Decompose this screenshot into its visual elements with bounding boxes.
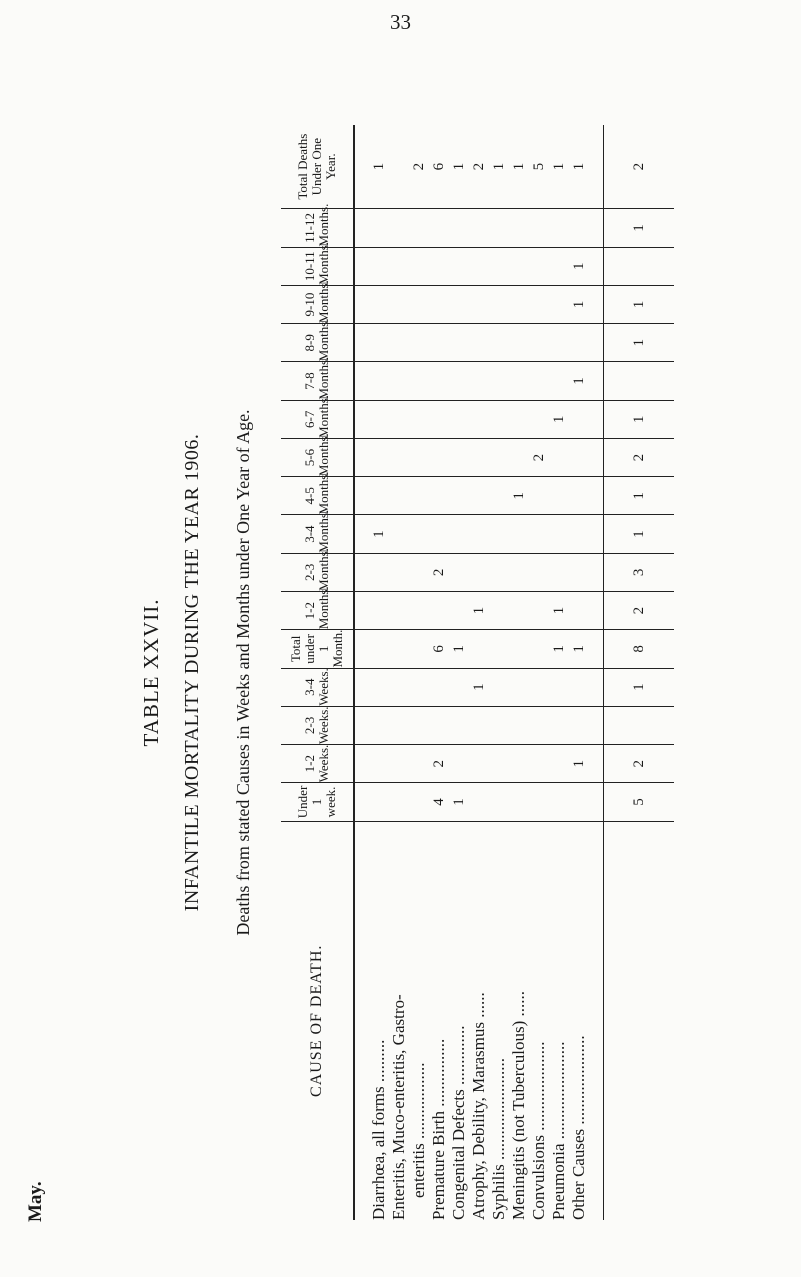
value-column [354, 247, 604, 285]
table-cell: 2 [411, 162, 427, 171]
table-cell [369, 477, 389, 514]
table-cell [449, 669, 469, 706]
table-cell [549, 209, 569, 246]
table-cell [509, 209, 529, 246]
table-cell: 2 [531, 453, 547, 462]
table-cell: 1 [371, 162, 387, 171]
table-cell [429, 209, 449, 246]
table-cell [429, 669, 449, 706]
table-cell [369, 401, 389, 438]
table-cell [369, 630, 389, 667]
table-cell [389, 515, 409, 552]
table-cell [569, 592, 589, 629]
table-cell [449, 248, 469, 285]
table-cell [469, 209, 489, 246]
table-cell [409, 477, 429, 514]
value-column [354, 553, 604, 591]
table-cell [449, 554, 469, 591]
table-cell [529, 669, 549, 706]
table-cell [569, 477, 589, 514]
value-column [354, 745, 604, 783]
cause-list [354, 821, 604, 1220]
table-cell [389, 286, 409, 323]
table-cell [509, 324, 529, 361]
value-column [354, 209, 604, 247]
table-cell [389, 401, 409, 438]
table-cell: 1 [571, 645, 587, 653]
table-cell [429, 592, 449, 629]
table-cell [409, 592, 429, 629]
table-cell [409, 362, 429, 399]
column-header: 11-12 Months. [281, 209, 354, 247]
header-row [281, 125, 354, 1220]
table-cell [369, 669, 389, 706]
total-cell [604, 706, 675, 744]
table-cell [489, 401, 509, 438]
rotated-table-block [133, 125, 673, 1220]
table-cell [489, 209, 509, 246]
table-cell [509, 592, 529, 629]
column-header: 2-3 Weeks. [281, 706, 354, 744]
table-cell [389, 554, 409, 591]
table-cell [369, 209, 389, 246]
table-cell [389, 439, 409, 476]
total-cell: 8 [604, 630, 675, 668]
table-cell [449, 362, 469, 399]
table-cell [409, 630, 429, 667]
table-cell: 1 [571, 300, 587, 309]
table-cell [429, 477, 449, 514]
table-cell [489, 592, 509, 629]
value-column [354, 706, 604, 744]
table-cell [409, 248, 429, 285]
total-cell: 1 [604, 477, 675, 515]
table-cell: 1 [491, 162, 507, 171]
table-cell [569, 783, 589, 820]
table-cell [369, 554, 389, 591]
column-header: 1-2 Weeks. [281, 745, 354, 783]
table-cell [549, 439, 569, 476]
table-cell [529, 745, 549, 782]
table-cell [449, 286, 469, 323]
cause-label: Convulsions ..................... [529, 1041, 548, 1220]
table-cell [469, 745, 489, 782]
table-cell [489, 248, 509, 285]
table-cell [389, 745, 409, 782]
cause-label: Enteritis, Muco-enteritis, Gastro- [389, 994, 408, 1220]
table-cell [389, 707, 409, 744]
table-cell [509, 248, 529, 285]
table-cell [369, 439, 389, 476]
table-cell [389, 592, 409, 629]
cause-label: Meningitis (not Tuberculous) ...... [509, 990, 528, 1220]
total-cell: 5 [604, 783, 675, 821]
table-cell [529, 248, 549, 285]
table-cell [549, 248, 569, 285]
table-cell [469, 362, 489, 399]
table-cell [529, 707, 549, 744]
table-cell [529, 515, 549, 552]
table-cell [489, 362, 509, 399]
column-header: Total under 1 Month. [281, 630, 354, 668]
table-cell [529, 362, 549, 399]
table-cell [449, 324, 469, 361]
table-cell: 1 [571, 162, 587, 171]
table-cell [569, 324, 589, 361]
table-cell [549, 783, 569, 820]
table-cell [409, 324, 429, 361]
table-cell [429, 324, 449, 361]
table-cell [449, 745, 469, 782]
table-cell [369, 324, 389, 361]
table-cell [549, 745, 569, 782]
table-cell [529, 630, 549, 667]
table-cell [509, 707, 529, 744]
table-cell [549, 362, 569, 399]
total-cell [604, 362, 675, 400]
table-cell [469, 477, 489, 514]
table-cell [429, 515, 449, 552]
page-number: 33 [390, 10, 411, 34]
table-cell: 1 [371, 530, 387, 538]
column-header: 3-4 Months. [281, 515, 354, 553]
table-cell [429, 439, 449, 476]
table-cell [409, 286, 429, 323]
table-cell [509, 401, 529, 438]
table-cell [429, 362, 449, 399]
table-cell [489, 745, 509, 782]
table-cell [469, 630, 489, 667]
table-cell [569, 209, 589, 246]
table-cell [509, 362, 529, 399]
table-cell [509, 554, 529, 591]
value-column [354, 125, 604, 209]
cause-label: Congenital Defects .............. [449, 1025, 468, 1220]
table-cell [369, 783, 389, 820]
table-cell [509, 669, 529, 706]
table-cell [489, 286, 509, 323]
column-header: 9-10 Months. [281, 285, 354, 323]
table-cell [389, 248, 409, 285]
table-cell [409, 554, 429, 591]
total-cell: 3 [604, 553, 675, 591]
table-cell: 2 [431, 568, 447, 577]
table-cell [549, 669, 569, 706]
table-cell [409, 401, 429, 438]
cause-label: Premature Birth ................ [429, 1038, 448, 1220]
total-cell: 2 [604, 592, 675, 630]
table-cell [469, 554, 489, 591]
table-cell [529, 209, 549, 246]
value-column [354, 438, 604, 476]
table-cell [369, 362, 389, 399]
table-cell [409, 783, 429, 820]
table-cell [369, 248, 389, 285]
table-cell: 1 [551, 606, 567, 615]
table-number: TABLE XXVII. [139, 598, 163, 747]
table-cell [489, 515, 509, 552]
table-cell [529, 324, 549, 361]
table-cell [529, 592, 549, 629]
column-header: 4-5 Months. [281, 477, 354, 515]
table-cell [549, 477, 569, 514]
corner-label: May. [25, 1181, 46, 1222]
table-cell: 2 [471, 162, 487, 171]
table-cell: 1 [571, 262, 587, 270]
table-cell [529, 554, 549, 591]
table-cell [489, 783, 509, 820]
table-cell [369, 592, 389, 629]
value-column [354, 324, 604, 362]
table-cell [489, 630, 509, 667]
table-cell [469, 783, 489, 820]
table-cell [409, 439, 429, 476]
table-cell [389, 125, 409, 208]
table-cell: 2 [431, 759, 447, 768]
table-cell [469, 401, 489, 438]
table-cell [469, 515, 489, 552]
table-title: INFANTILE MORTALITY DURING THE YEAR 1906. [181, 433, 203, 912]
table-cell [469, 248, 489, 285]
value-column [354, 630, 604, 668]
table-cell: 1 [451, 798, 467, 806]
table-cell: 1 [471, 683, 487, 691]
column-header: Total Deaths Under One Year. [281, 125, 354, 209]
total-cell: 2 [604, 438, 675, 476]
table-cell: 6 [431, 162, 447, 171]
table-cell [529, 477, 549, 514]
table-cell: 1 [451, 162, 467, 171]
table-cell [549, 286, 569, 323]
table-cell [549, 515, 569, 552]
table-cell [389, 477, 409, 514]
totals-row [604, 125, 675, 1220]
cause-label: Atrophy, Debility, Marasmus ...... [469, 992, 488, 1220]
table-cell [449, 209, 469, 246]
column-header: 3-4 Weeks. [281, 668, 354, 706]
table-cell: 1 [511, 492, 527, 500]
table-cell [569, 515, 589, 552]
table-cell [569, 401, 589, 438]
total-cell [604, 247, 675, 285]
cause-label: Other Causes ..................... [569, 1035, 588, 1220]
value-column [354, 285, 604, 323]
table-cell [389, 209, 409, 246]
total-cell: 2 [604, 125, 675, 209]
table-cell [449, 515, 469, 552]
table-cell [449, 707, 469, 744]
total-cell: 1 [604, 515, 675, 553]
table-cell [429, 401, 449, 438]
table-cell [449, 439, 469, 476]
table-cell [569, 707, 589, 744]
data-body [354, 125, 604, 1220]
total-cell: 1 [604, 209, 675, 247]
table-cell [369, 745, 389, 782]
table-cell [509, 286, 529, 323]
cause-label: Diarrhœa, all forms .......... [369, 1039, 388, 1220]
table-cell: 6 [431, 645, 447, 653]
table-cell [409, 209, 429, 246]
column-header: 5-6 Months. [281, 438, 354, 476]
table-cell [489, 477, 509, 514]
column-header: 2-3 Months. [281, 553, 354, 591]
column-header-cause: CAUSE OF DEATH. [281, 821, 354, 1220]
total-cell: 1 [604, 400, 675, 438]
table-subtitle: Deaths from stated Causes in Weeks and Months under One Year of Age. [233, 409, 253, 936]
table-cell [389, 324, 409, 361]
value-column [354, 362, 604, 400]
table-cell [429, 286, 449, 323]
cause-label: Pneumonia ....................... [549, 1041, 568, 1220]
table-cell: 1 [551, 415, 567, 424]
table-cell: 1 [471, 606, 487, 615]
table-cell: 1 [451, 645, 467, 653]
table-cell [509, 630, 529, 667]
cause-label: enteritis .................. [409, 1062, 428, 1198]
table-cell [369, 286, 389, 323]
table-cell [469, 286, 489, 323]
table-cell [489, 707, 509, 744]
total-cell: 2 [604, 745, 675, 783]
totals-blank-cell [604, 821, 675, 1220]
column-header: 7-8 Months. [281, 362, 354, 400]
table-cell [509, 515, 529, 552]
column-header: 8-9 Months. [281, 324, 354, 362]
table-cell [549, 554, 569, 591]
table-cell [569, 669, 589, 706]
table-cell [449, 477, 469, 514]
value-column [354, 477, 604, 515]
table-cell [489, 554, 509, 591]
table-cell [489, 669, 509, 706]
column-header: Under 1 week. [281, 783, 354, 821]
table-cell [409, 707, 429, 744]
table-cell [489, 439, 509, 476]
total-cell: 1 [604, 285, 675, 323]
table-cell [389, 630, 409, 667]
value-column [354, 592, 604, 630]
table-cell [469, 707, 489, 744]
table-cell [389, 783, 409, 820]
table-cell: 1 [511, 162, 527, 171]
table-cell [569, 439, 589, 476]
table-cell: 5 [531, 162, 547, 171]
table-cell [369, 707, 389, 744]
table-cell [469, 439, 489, 476]
table-cell [529, 783, 549, 820]
mortality-table [281, 125, 674, 1220]
table-cell [469, 324, 489, 361]
table-cell [429, 707, 449, 744]
table-cell [509, 439, 529, 476]
table-cell [549, 707, 569, 744]
table-cell [429, 248, 449, 285]
table-cell [409, 515, 429, 552]
value-column [354, 400, 604, 438]
table-cell [449, 592, 469, 629]
total-cell: 1 [604, 324, 675, 362]
total-cell: 1 [604, 668, 675, 706]
table-cell [569, 554, 589, 591]
table-cell [449, 401, 469, 438]
column-header: 6-7 Months. [281, 400, 354, 438]
table-cell: 4 [431, 798, 447, 806]
table-cell [549, 324, 569, 361]
cause-label: Syphilis ........................ [489, 1058, 508, 1220]
table-cell: 1 [551, 162, 567, 171]
table-cell [389, 669, 409, 706]
value-column [354, 668, 604, 706]
value-column [354, 783, 604, 821]
table-cell [409, 745, 429, 782]
column-header: 10-11 Months. [281, 247, 354, 285]
table-cell [509, 783, 529, 820]
table-cell [409, 669, 429, 706]
table-cell: 1 [571, 377, 587, 385]
value-column [354, 515, 604, 553]
table-cell [529, 286, 549, 323]
table-cell [509, 745, 529, 782]
column-header: 1-2 Months. [281, 592, 354, 630]
table-cell [529, 401, 549, 438]
table-cell: 1 [571, 759, 587, 768]
table-cell: 1 [551, 645, 567, 653]
table-cell [489, 324, 509, 361]
table-cell [389, 362, 409, 399]
